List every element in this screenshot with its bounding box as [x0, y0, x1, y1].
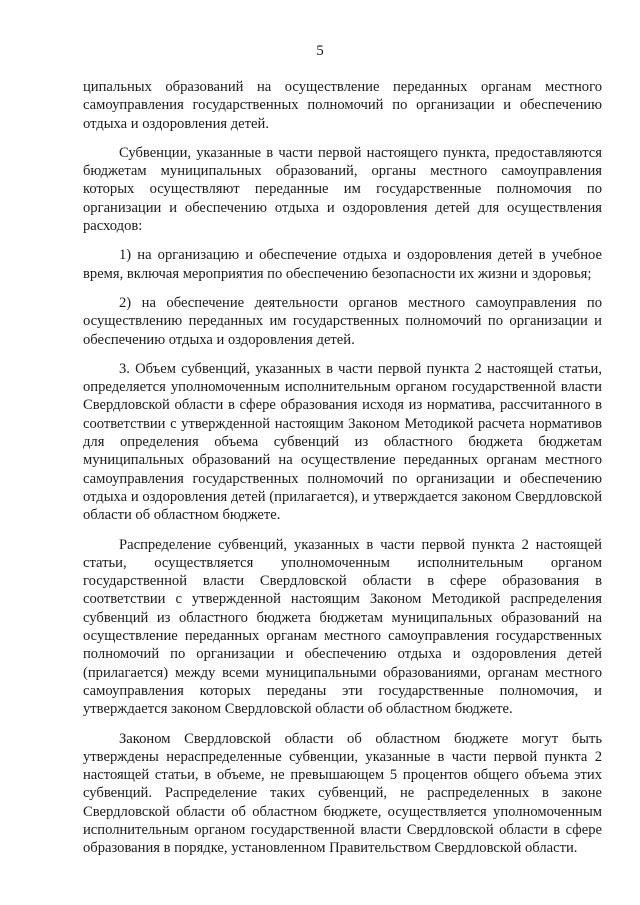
document-body: [83, 78, 602, 858]
paragraph-unallocated: Законом Свердловской области об областном бюджете могут быть утверждены нераспределенные субвенции, указанные в части первой пункта 2 настоящей статьи, в объеме, не превышающем 5 процентов общего объема этих субвенций. Распределение таких субвенций, не распределенных в законе Свердловской области об областном бюджете, осуществляется уполномоченным исполнительным органом государственной власти Свердловской области в сфере образования в порядке, установленном Правительством Свердловской области.: [83, 730, 602, 857]
paragraph-continuation: ципальных образований на осуществление переданных органам местного самоуправления государственных полномочий по организации и обеспечению отдыха и оздоровления детей.: [83, 79, 602, 132]
paragraph-subventions: Субвенции, указанные в части первой настоящего пункта, предоставляются бюджетам муниципальных образований, органы местного самоуправления которых осуществляют переданные им государственные полномочия по организации и обеспечению отдыха и оздоровления детей для осуществления расходов:: [83, 144, 602, 235]
paragraph-item-2: 2) на обеспечение деятельности органов местного самоуправления по осуществлению переданных им государственных полномочий по организации и обеспечению отдыха и оздоровления детей.: [83, 294, 602, 348]
page-number: 5: [316, 43, 324, 59]
paragraph-item-1: 1) на организацию и обеспечение отдыха и оздоровления детей в учебное время, включая мероприятия по обеспечению безопасности их жизни и здоровья;: [83, 247, 602, 282]
paragraph-distribution: Распределение субвенций, указанных в части первой пункта 2 настоящей статьи, осуществляется уполномоченным исполнительным органом государственной власти Свердловской области в сфере образования в соответствии с утвержденной настоящим Законом Методикой распределения субвенций из областного бюджета бюджетам муниципальных образований на осуществление переданных органам местного самоуправления государственных полномочий по организации и обеспечению отдыха и оздоровления детей (прилагается) между всеми муниципальными образованиями, органам местного самоуправления которых переданы эти государственные полномочия, и утверждается законом Свердловской области об областном бюджете.: [83, 536, 602, 718]
paragraph-point-3: 3. Объем субвенций, указанных в части первой пункта 2 настоящей статьи, определяется уполномоченным исполнительным органом государственной власти Свердловской области в сфере образования исходя из норматива, рассчитанного в соответствии с утвержденной настоящим Законом Методикой расчета нормативов для определения объема субвенций из областного бюджета бюджетам муниципальных образований на осуществление переданных органам местного самоуправления государственных полномочий по организации и обеспечению отдыха и оздоровления детей (прилагается), и утверждается законом Свердловской области об областном бюджете.: [83, 360, 602, 524]
